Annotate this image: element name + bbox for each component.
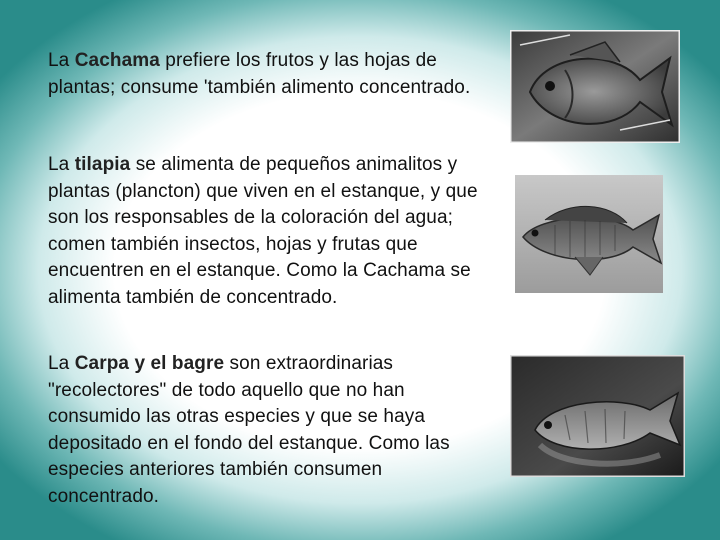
paragraph-carpa-bagre [48,351,488,510]
tilapia-photo [515,175,663,293]
carpa-bagre-photo [510,355,685,477]
paragraph-prefix: La [48,154,75,175]
species-carpa-bagre: Carpa y el bagre [74,353,225,374]
tilapia-fish-image [515,175,663,293]
cachama-photo [510,30,680,143]
paragraph-prefix: La [48,50,75,71]
paragraph-text: prefiere los frutos y las hojas de plantas; consume 'también alimento concentrado. [48,50,471,98]
carpa-bagre-image [510,355,685,477]
species-cachama: Cachama [74,50,160,71]
paragraph-tilapia [48,152,488,311]
paragraph-text: se alimenta de pequeños animalitos y plantas (plancton) que viven en el estanque, y que son los responsables de la coloración del agua; comen también insectos, hojas y frutas que encuentren en el estanque. Como la Cachama se alimenta también de concentrado. [48,154,478,308]
species-tilapia: tilapia [74,154,131,175]
paragraph-cachama [48,48,488,101]
paragraph-text: son extraordinarias "recolectores" de todo aquello que no han consumido las otras especies y que se haya depositado en el fondo del estanque. Como las especies anteriores también consumen concentrado. [48,353,450,507]
cachama-fish-image [510,30,680,143]
paragraph-prefix: La [48,353,75,374]
